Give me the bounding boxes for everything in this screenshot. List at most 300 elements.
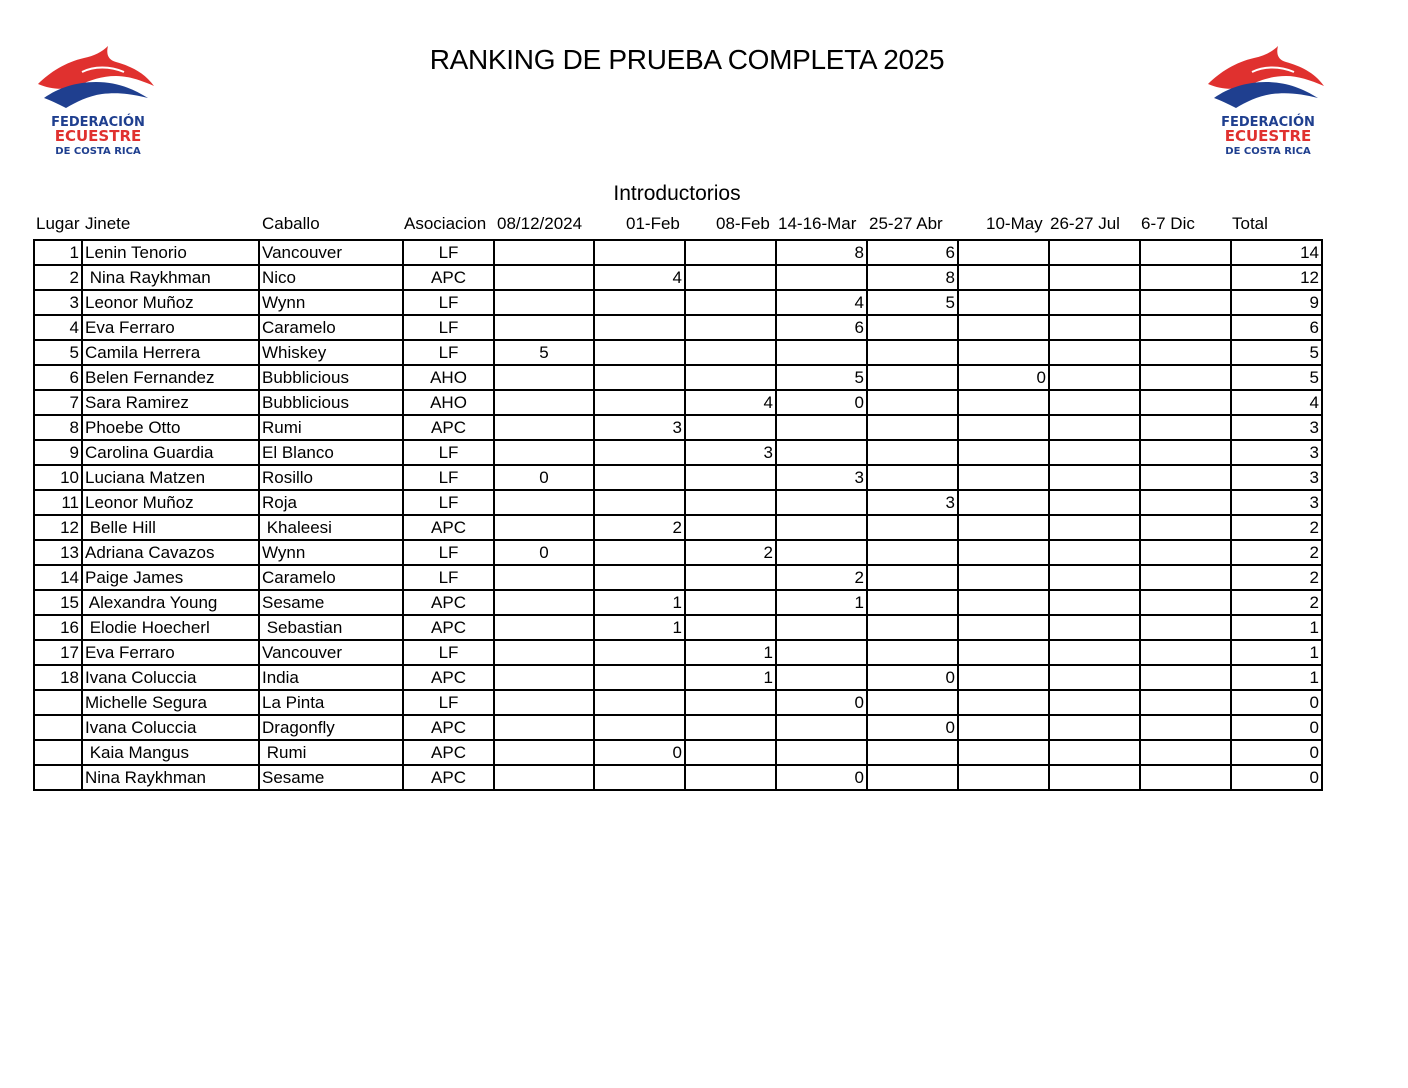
- cell-08-feb: 1: [685, 640, 776, 665]
- cell-jinete: Camila Herrera: [82, 340, 259, 365]
- cell-lugar: 1: [34, 240, 82, 265]
- cell-08-feb: [685, 465, 776, 490]
- cell-caballo: Rosillo: [259, 465, 403, 490]
- cell-26-27-jul: [1049, 590, 1140, 615]
- cell-asociacion: LF: [403, 340, 494, 365]
- cell-25-27-abr: [867, 365, 958, 390]
- cell-01-feb: [594, 240, 685, 265]
- cell-08-12-2024: [494, 765, 594, 790]
- ranking-table: [33, 239, 1323, 791]
- cell-26-27-jul: [1049, 465, 1140, 490]
- cell-01-feb: 3: [594, 415, 685, 440]
- cell-caballo: Roja: [259, 490, 403, 515]
- cell-25-27-abr: 6: [867, 240, 958, 265]
- cell-25-27-abr: [867, 690, 958, 715]
- cell-caballo: Caramelo: [259, 315, 403, 340]
- cell-lugar: 12: [34, 515, 82, 540]
- cell-jinete: Ivana Coluccia: [82, 715, 259, 740]
- cell-08-12-2024: [494, 640, 594, 665]
- cell-08-feb: [685, 365, 776, 390]
- cell-total: 4: [1231, 390, 1322, 415]
- cell-asociacion: LF: [403, 240, 494, 265]
- cell-08-feb: [685, 690, 776, 715]
- cell-01-feb: [594, 640, 685, 665]
- cell-26-27-jul: [1049, 740, 1140, 765]
- cell-14-16-mar: [776, 615, 867, 640]
- cell-lugar: 3: [34, 290, 82, 315]
- cell-asociacion: LF: [403, 315, 494, 340]
- cell-total: 1: [1231, 615, 1322, 640]
- cell-asociacion: LF: [403, 290, 494, 315]
- cell-25-27-abr: [867, 740, 958, 765]
- cell-lugar: 5: [34, 340, 82, 365]
- logo-text-line-3: DE COSTA RICA: [55, 146, 141, 157]
- cell-26-27-jul: [1049, 365, 1140, 390]
- cell-lugar: 4: [34, 315, 82, 340]
- table-row: [34, 490, 1322, 515]
- cell-caballo: Khaleesi: [259, 515, 403, 540]
- cell-6-7-dic: [1140, 490, 1231, 515]
- cell-asociacion: LF: [403, 690, 494, 715]
- table-row: [34, 590, 1322, 615]
- cell-25-27-abr: [867, 440, 958, 465]
- cell-10-may: [958, 615, 1049, 640]
- cell-08-12-2024: [494, 690, 594, 715]
- cell-lugar: 15: [34, 590, 82, 615]
- cell-08-12-2024: [494, 515, 594, 540]
- cell-jinete: Eva Ferraro: [82, 315, 259, 340]
- cell-25-27-abr: 3: [867, 490, 958, 515]
- cell-6-7-dic: [1140, 265, 1231, 290]
- cell-lugar: 2: [34, 265, 82, 290]
- cell-08-12-2024: [494, 415, 594, 440]
- cell-total: 0: [1231, 765, 1322, 790]
- logo-text-line-2: ECUESTRE: [54, 127, 142, 145]
- cell-01-feb: [594, 540, 685, 565]
- cell-asociacion: APC: [403, 590, 494, 615]
- cell-08-feb: [685, 265, 776, 290]
- header-date-6: 10-May: [986, 214, 1043, 233]
- cell-lugar: [34, 765, 82, 790]
- table-row: [34, 690, 1322, 715]
- cell-25-27-abr: [867, 540, 958, 565]
- cell-01-feb: 1: [594, 615, 685, 640]
- table-row: [34, 740, 1322, 765]
- cell-01-feb: [594, 690, 685, 715]
- cell-10-may: [958, 490, 1049, 515]
- cell-26-27-jul: [1049, 390, 1140, 415]
- table-row: [34, 390, 1322, 415]
- cell-01-feb: [594, 315, 685, 340]
- cell-lugar: [34, 740, 82, 765]
- cell-jinete: Paige James: [82, 565, 259, 590]
- cell-jinete: Nina Raykhman: [82, 765, 259, 790]
- cell-08-feb: [685, 615, 776, 640]
- table-row: [34, 640, 1322, 665]
- cell-01-feb: [594, 765, 685, 790]
- cell-08-feb: [685, 290, 776, 315]
- cell-asociacion: APC: [403, 265, 494, 290]
- cell-6-7-dic: [1140, 540, 1231, 565]
- header-date-5: 25-27 Abr: [869, 214, 943, 233]
- cell-lugar: 11: [34, 490, 82, 515]
- cell-jinete: Luciana Matzen: [82, 465, 259, 490]
- cell-jinete: Carolina Guardia: [82, 440, 259, 465]
- cell-asociacion: LF: [403, 465, 494, 490]
- cell-25-27-abr: [867, 340, 958, 365]
- cell-jinete: Michelle Segura: [82, 690, 259, 715]
- cell-6-7-dic: [1140, 240, 1231, 265]
- cell-10-may: [958, 640, 1049, 665]
- cell-10-may: [958, 290, 1049, 315]
- cell-08-12-2024: 5: [494, 340, 594, 365]
- cell-6-7-dic: [1140, 715, 1231, 740]
- cell-caballo: Sesame: [259, 590, 403, 615]
- cell-6-7-dic: [1140, 290, 1231, 315]
- cell-6-7-dic: [1140, 565, 1231, 590]
- cell-jinete: Belle Hill: [82, 515, 259, 540]
- cell-08-feb: 1: [685, 665, 776, 690]
- category-subtitle: Introductorios: [613, 182, 741, 205]
- cell-total: 3: [1231, 465, 1322, 490]
- cell-6-7-dic: [1140, 390, 1231, 415]
- cell-6-7-dic: [1140, 590, 1231, 615]
- cell-01-feb: [594, 665, 685, 690]
- cell-total: 6: [1231, 315, 1322, 340]
- header-date-3: 08-Feb: [716, 214, 770, 233]
- cell-14-16-mar: [776, 415, 867, 440]
- cell-26-27-jul: [1049, 665, 1140, 690]
- table-row: [34, 465, 1322, 490]
- cell-08-12-2024: 0: [494, 465, 594, 490]
- cell-caballo: Vancouver: [259, 240, 403, 265]
- cell-lugar: 17: [34, 640, 82, 665]
- cell-total: 3: [1231, 415, 1322, 440]
- cell-10-may: [958, 465, 1049, 490]
- cell-caballo: Sesame: [259, 765, 403, 790]
- cell-01-feb: [594, 390, 685, 415]
- cell-6-7-dic: [1140, 740, 1231, 765]
- cell-26-27-jul: [1049, 440, 1140, 465]
- table-row: [34, 265, 1322, 290]
- cell-14-16-mar: [776, 640, 867, 665]
- cell-10-may: [958, 315, 1049, 340]
- cell-10-may: [958, 415, 1049, 440]
- cell-25-27-abr: 8: [867, 265, 958, 290]
- cell-14-16-mar: 0: [776, 390, 867, 415]
- cell-01-feb: [594, 340, 685, 365]
- cell-08-12-2024: [494, 490, 594, 515]
- cell-08-12-2024: [494, 590, 594, 615]
- cell-26-27-jul: [1049, 540, 1140, 565]
- cell-08-12-2024: [494, 365, 594, 390]
- cell-01-feb: [594, 715, 685, 740]
- cell-08-12-2024: [494, 715, 594, 740]
- cell-26-27-jul: [1049, 490, 1140, 515]
- cell-08-12-2024: [494, 665, 594, 690]
- cell-14-16-mar: [776, 265, 867, 290]
- cell-25-27-abr: [867, 515, 958, 540]
- cell-6-7-dic: [1140, 365, 1231, 390]
- cell-jinete: Belen Fernandez: [82, 365, 259, 390]
- header-asociacion: Asociacion: [404, 214, 487, 233]
- cell-01-feb: [594, 440, 685, 465]
- cell-lugar: 16: [34, 615, 82, 640]
- cell-jinete: Sara Ramirez: [82, 390, 259, 415]
- header-lugar: Lugar: [36, 214, 80, 233]
- cell-14-16-mar: 4: [776, 290, 867, 315]
- table-row: [34, 290, 1322, 315]
- cell-08-feb: [685, 415, 776, 440]
- cell-asociacion: LF: [403, 565, 494, 590]
- cell-10-may: [958, 565, 1049, 590]
- cell-caballo: El Blanco: [259, 440, 403, 465]
- cell-26-27-jul: [1049, 715, 1140, 740]
- cell-total: 0: [1231, 690, 1322, 715]
- cell-6-7-dic: [1140, 665, 1231, 690]
- cell-lugar: 13: [34, 540, 82, 565]
- cell-6-7-dic: [1140, 340, 1231, 365]
- cell-total: 5: [1231, 365, 1322, 390]
- cell-08-feb: [685, 490, 776, 515]
- cell-6-7-dic: [1140, 615, 1231, 640]
- cell-lugar: [34, 690, 82, 715]
- cell-08-12-2024: [494, 315, 594, 340]
- cell-caballo: Whiskey: [259, 340, 403, 365]
- cell-10-may: [958, 515, 1049, 540]
- cell-asociacion: LF: [403, 640, 494, 665]
- cell-caballo: Dragonfly: [259, 715, 403, 740]
- cell-14-16-mar: 0: [776, 690, 867, 715]
- cell-14-16-mar: [776, 665, 867, 690]
- cell-10-may: [958, 765, 1049, 790]
- cell-jinete: Kaia Mangus: [82, 740, 259, 765]
- cell-jinete: Ivana Coluccia: [82, 665, 259, 690]
- table-row: [34, 240, 1322, 265]
- cell-caballo: India: [259, 665, 403, 690]
- cell-asociacion: APC: [403, 715, 494, 740]
- cell-caballo: Rumi: [259, 740, 403, 765]
- logo-text-line-2: ECUESTRE: [1224, 127, 1312, 145]
- cell-25-27-abr: [867, 415, 958, 440]
- cell-caballo: Bubblicious: [259, 365, 403, 390]
- cell-10-may: [958, 540, 1049, 565]
- cell-total: 12: [1231, 265, 1322, 290]
- cell-26-27-jul: [1049, 615, 1140, 640]
- cell-lugar: 14: [34, 565, 82, 590]
- cell-lugar: 18: [34, 665, 82, 690]
- cell-08-feb: [685, 715, 776, 740]
- header-date-1: 08/12/2024: [497, 214, 583, 233]
- cell-01-feb: [594, 490, 685, 515]
- header-jinete: Jinete: [85, 214, 131, 233]
- cell-08-12-2024: 0: [494, 540, 594, 565]
- cell-08-feb: [685, 515, 776, 540]
- cell-10-may: [958, 665, 1049, 690]
- cell-08-12-2024: [494, 290, 594, 315]
- cell-caballo: La Pinta: [259, 690, 403, 715]
- cell-26-27-jul: [1049, 640, 1140, 665]
- cell-caballo: Wynn: [259, 290, 403, 315]
- cell-asociacion: APC: [403, 515, 494, 540]
- header-date-8: 6-7 Dic: [1141, 214, 1195, 233]
- cell-asociacion: APC: [403, 740, 494, 765]
- cell-26-27-jul: [1049, 340, 1140, 365]
- cell-14-16-mar: 8: [776, 240, 867, 265]
- cell-lugar: 7: [34, 390, 82, 415]
- cell-08-12-2024: [494, 390, 594, 415]
- cell-caballo: Caramelo: [259, 565, 403, 590]
- cell-08-feb: 3: [685, 440, 776, 465]
- cell-08-feb: 4: [685, 390, 776, 415]
- cell-25-27-abr: [867, 590, 958, 615]
- cell-08-12-2024: [494, 265, 594, 290]
- cell-10-may: [958, 340, 1049, 365]
- table-row: [34, 615, 1322, 640]
- cell-caballo: Vancouver: [259, 640, 403, 665]
- table-row: [34, 715, 1322, 740]
- cell-14-16-mar: [776, 540, 867, 565]
- table-row: [34, 340, 1322, 365]
- cell-08-feb: [685, 340, 776, 365]
- cell-caballo: Rumi: [259, 415, 403, 440]
- cell-total: 0: [1231, 740, 1322, 765]
- cell-14-16-mar: [776, 490, 867, 515]
- cell-total: 1: [1231, 665, 1322, 690]
- cell-jinete: Nina Raykhman: [82, 265, 259, 290]
- cell-25-27-abr: [867, 615, 958, 640]
- table-row: [34, 515, 1322, 540]
- cell-6-7-dic: [1140, 315, 1231, 340]
- cell-6-7-dic: [1140, 415, 1231, 440]
- cell-6-7-dic: [1140, 465, 1231, 490]
- column-headers: [0, 214, 1408, 238]
- cell-6-7-dic: [1140, 515, 1231, 540]
- cell-6-7-dic: [1140, 440, 1231, 465]
- cell-lugar: 6: [34, 365, 82, 390]
- cell-01-feb: [594, 365, 685, 390]
- cell-jinete: Elodie Hoecherl: [82, 615, 259, 640]
- table-row: [34, 665, 1322, 690]
- cell-01-feb: [594, 565, 685, 590]
- cell-26-27-jul: [1049, 565, 1140, 590]
- table-row: [34, 540, 1322, 565]
- table-row: [34, 315, 1322, 340]
- cell-14-16-mar: [776, 515, 867, 540]
- table-row: [34, 565, 1322, 590]
- table-row: [34, 765, 1322, 790]
- cell-08-12-2024: [494, 440, 594, 465]
- cell-caballo: Sebastian: [259, 615, 403, 640]
- cell-lugar: 9: [34, 440, 82, 465]
- cell-jinete: Leonor Muñoz: [82, 290, 259, 315]
- cell-caballo: Nico: [259, 265, 403, 290]
- cell-14-16-mar: 1: [776, 590, 867, 615]
- cell-total: 2: [1231, 515, 1322, 540]
- cell-01-feb: 1: [594, 590, 685, 615]
- table-row: [34, 415, 1322, 440]
- cell-10-may: [958, 690, 1049, 715]
- cell-total: 9: [1231, 290, 1322, 315]
- cell-26-27-jul: [1049, 315, 1140, 340]
- cell-asociacion: APC: [403, 415, 494, 440]
- cell-14-16-mar: 3: [776, 465, 867, 490]
- cell-14-16-mar: 0: [776, 765, 867, 790]
- cell-jinete: Leonor Muñoz: [82, 490, 259, 515]
- cell-jinete: Eva Ferraro: [82, 640, 259, 665]
- cell-asociacion: LF: [403, 490, 494, 515]
- cell-10-may: [958, 715, 1049, 740]
- cell-25-27-abr: 5: [867, 290, 958, 315]
- cell-10-may: [958, 390, 1049, 415]
- cell-08-feb: [685, 565, 776, 590]
- cell-total: 2: [1231, 590, 1322, 615]
- cell-asociacion: AHO: [403, 365, 494, 390]
- cell-total: 0: [1231, 715, 1322, 740]
- cell-25-27-abr: [867, 390, 958, 415]
- cell-total: 2: [1231, 565, 1322, 590]
- cell-10-may: [958, 265, 1049, 290]
- cell-14-16-mar: 6: [776, 315, 867, 340]
- cell-6-7-dic: [1140, 640, 1231, 665]
- cell-14-16-mar: [776, 340, 867, 365]
- logo-text-line-3: DE COSTA RICA: [1225, 146, 1311, 157]
- cell-10-may: 0: [958, 365, 1049, 390]
- cell-10-may: [958, 240, 1049, 265]
- cell-jinete: Phoebe Otto: [82, 415, 259, 440]
- cell-asociacion: AHO: [403, 390, 494, 415]
- header-date-4: 14-16-Mar: [778, 214, 857, 233]
- logo-text-line-1: FEDERACIÓN: [1221, 115, 1315, 130]
- cell-25-27-abr: [867, 765, 958, 790]
- cell-08-feb: [685, 590, 776, 615]
- cell-10-may: [958, 440, 1049, 465]
- cell-total: 2: [1231, 540, 1322, 565]
- cell-25-27-abr: [867, 565, 958, 590]
- cell-lugar: 10: [34, 465, 82, 490]
- logo-text-line-1: FEDERACIÓN: [51, 115, 145, 130]
- cell-01-feb: [594, 465, 685, 490]
- cell-14-16-mar: 5: [776, 365, 867, 390]
- cell-26-27-jul: [1049, 240, 1140, 265]
- cell-lugar: 8: [34, 415, 82, 440]
- cell-total: 3: [1231, 440, 1322, 465]
- cell-08-feb: 2: [685, 540, 776, 565]
- cell-01-feb: 4: [594, 265, 685, 290]
- cell-08-12-2024: [494, 565, 594, 590]
- cell-08-feb: [685, 240, 776, 265]
- cell-25-27-abr: [867, 465, 958, 490]
- cell-25-27-abr: [867, 640, 958, 665]
- cell-caballo: Bubblicious: [259, 390, 403, 415]
- cell-14-16-mar: 2: [776, 565, 867, 590]
- cell-14-16-mar: [776, 740, 867, 765]
- cell-total: 5: [1231, 340, 1322, 365]
- cell-14-16-mar: [776, 440, 867, 465]
- header-total: Total: [1232, 214, 1268, 233]
- cell-asociacion: APC: [403, 765, 494, 790]
- cell-08-feb: [685, 315, 776, 340]
- cell-26-27-jul: [1049, 265, 1140, 290]
- cell-10-may: [958, 590, 1049, 615]
- cell-08-feb: [685, 740, 776, 765]
- cell-asociacion: APC: [403, 615, 494, 640]
- page-title: RANKING DE PRUEBA COMPLETA 2025: [429, 44, 945, 75]
- cell-26-27-jul: [1049, 690, 1140, 715]
- cell-asociacion: LF: [403, 540, 494, 565]
- cell-08-12-2024: [494, 240, 594, 265]
- cell-asociacion: LF: [403, 440, 494, 465]
